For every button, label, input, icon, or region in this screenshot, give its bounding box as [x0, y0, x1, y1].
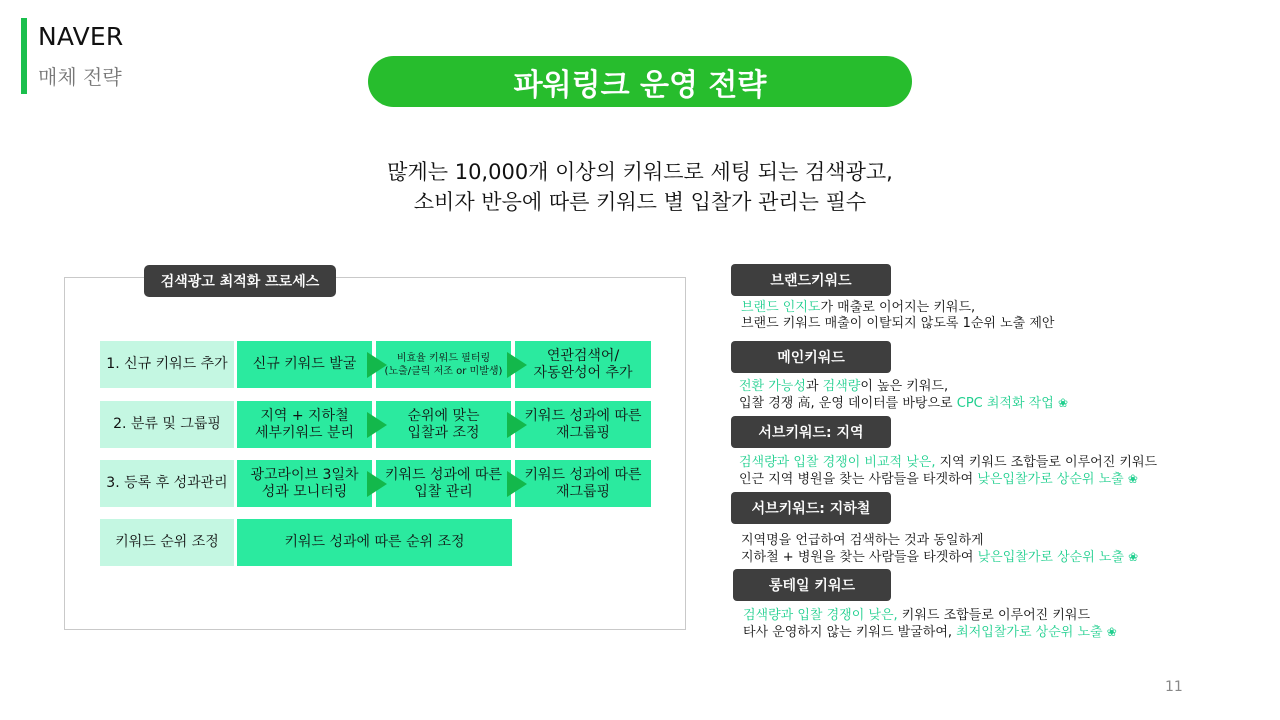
- brand-name: NAVER: [38, 22, 124, 51]
- process-row-1-step-1: 신규 키워드 발굴: [237, 341, 372, 388]
- keyword-tag-sub-subway: 서브키워드: 지하철: [731, 492, 891, 524]
- keyword-tag-longtail: 롱테일 키워드: [733, 569, 891, 601]
- keyword-desc-sub-subway: 지역명을 언급하여 검색하는 것과 동일하게 지하철 + 병원을 찾는 사람들을 타겟하여 낮은입찰가로 상순위 노출 ❀: [741, 533, 1139, 565]
- arrow-right-icon: [507, 352, 527, 378]
- keyword-tag-brand: 브랜드키워드: [731, 264, 891, 296]
- process-row-1-head: 1. 신규 키워드 추가: [100, 341, 234, 388]
- process-row-3-step-1: 광고라이브 3일차 성과 모니터링: [237, 460, 372, 507]
- process-tag: 검색광고 최적화 프로세스: [144, 265, 336, 297]
- leaf-icon: ❀: [1127, 472, 1138, 486]
- process-row-4-head: 키워드 순위 조정: [100, 519, 234, 566]
- intro-text: [300, 157, 980, 217]
- keyword-desc-sub-region: 검색량과 입찰 경쟁이 비교적 낮은, 지역 키워드 조합들로 이루어진 키워드 인근 지역 병원을 찾는 사람들을 타겟하여 낮은입찰가로 상순위 노출 ❀: [739, 455, 1158, 487]
- keyword-tag-main: 메인키워드: [731, 341, 891, 373]
- process-row-2-step-2: 순위에 맞는 입찰과 조정: [376, 401, 511, 448]
- process-row-2-step-1: 지역 + 지하철 세부키워드 분리: [237, 401, 372, 448]
- arrow-right-icon: [507, 412, 527, 438]
- intro-line-1: 많게는 10,000개 이상의 키워드로 세팅 되는 검색광고,: [387, 160, 893, 184]
- process-row-3-head: 3. 등록 후 성과관리: [100, 460, 234, 507]
- keyword-tag-sub-region: 서브키워드: 지역: [731, 416, 891, 448]
- page-title: 파워링크 운영 전략: [368, 56, 912, 107]
- arrow-right-icon: [367, 352, 387, 378]
- leaf-icon: ❀: [1106, 625, 1117, 639]
- intro-line-2: 소비자 반응에 따른 키워드 별 입찰가 관리는 필수: [413, 190, 867, 214]
- brand-subtitle: 매체 전략: [38, 65, 122, 89]
- leaf-icon: ❀: [1128, 550, 1139, 564]
- process-panel: [64, 277, 686, 630]
- arrow-right-icon: [507, 471, 527, 497]
- process-row-3-step-3: 키워드 성과에 따른 재그룹핑: [515, 460, 651, 507]
- process-row-1-step-2: 비효율 키워드 필터링 (노출/클릭 저조 or 미발생): [376, 341, 511, 388]
- brand-accent-bar: [21, 18, 27, 94]
- process-row-3-step-2: 키워드 성과에 따른 입찰 관리: [376, 460, 511, 507]
- leaf-icon: ❀: [1057, 396, 1069, 410]
- process-row-2-head: 2. 분류 및 그룹핑: [100, 401, 234, 448]
- arrow-right-icon: [367, 471, 387, 497]
- keyword-desc-longtail: 검색량과 입찰 경쟁이 낮은, 키워드 조합들로 이루어진 키워드 타사 운영하지 않는 키워드 발굴하여, 최저입찰가로 상순위 노출 ❀: [743, 608, 1117, 640]
- keyword-desc-brand: 브랜드 인지도가 매출로 이어지는 키워드, 브랜드 키워드 매출이 이탈되지 않도록 1순위 노출 제안: [741, 300, 1055, 331]
- process-row-1-step-3: 연관검색어/ 자동완성어 추가: [515, 341, 651, 388]
- arrow-right-icon: [367, 412, 387, 438]
- process-row-2-step-3: 키워드 성과에 따른 재그룹핑: [515, 401, 651, 448]
- process-row-4-step: 키워드 성과에 따른 순위 조정: [237, 519, 512, 566]
- keyword-desc-main: 전환 가능성과 검색량이 높은 키워드, 입찰 경쟁 高, 운영 데이터를 바탕으로 CPC 최적화 작업 ❀: [739, 379, 1069, 411]
- page-number: 11: [1165, 679, 1183, 695]
